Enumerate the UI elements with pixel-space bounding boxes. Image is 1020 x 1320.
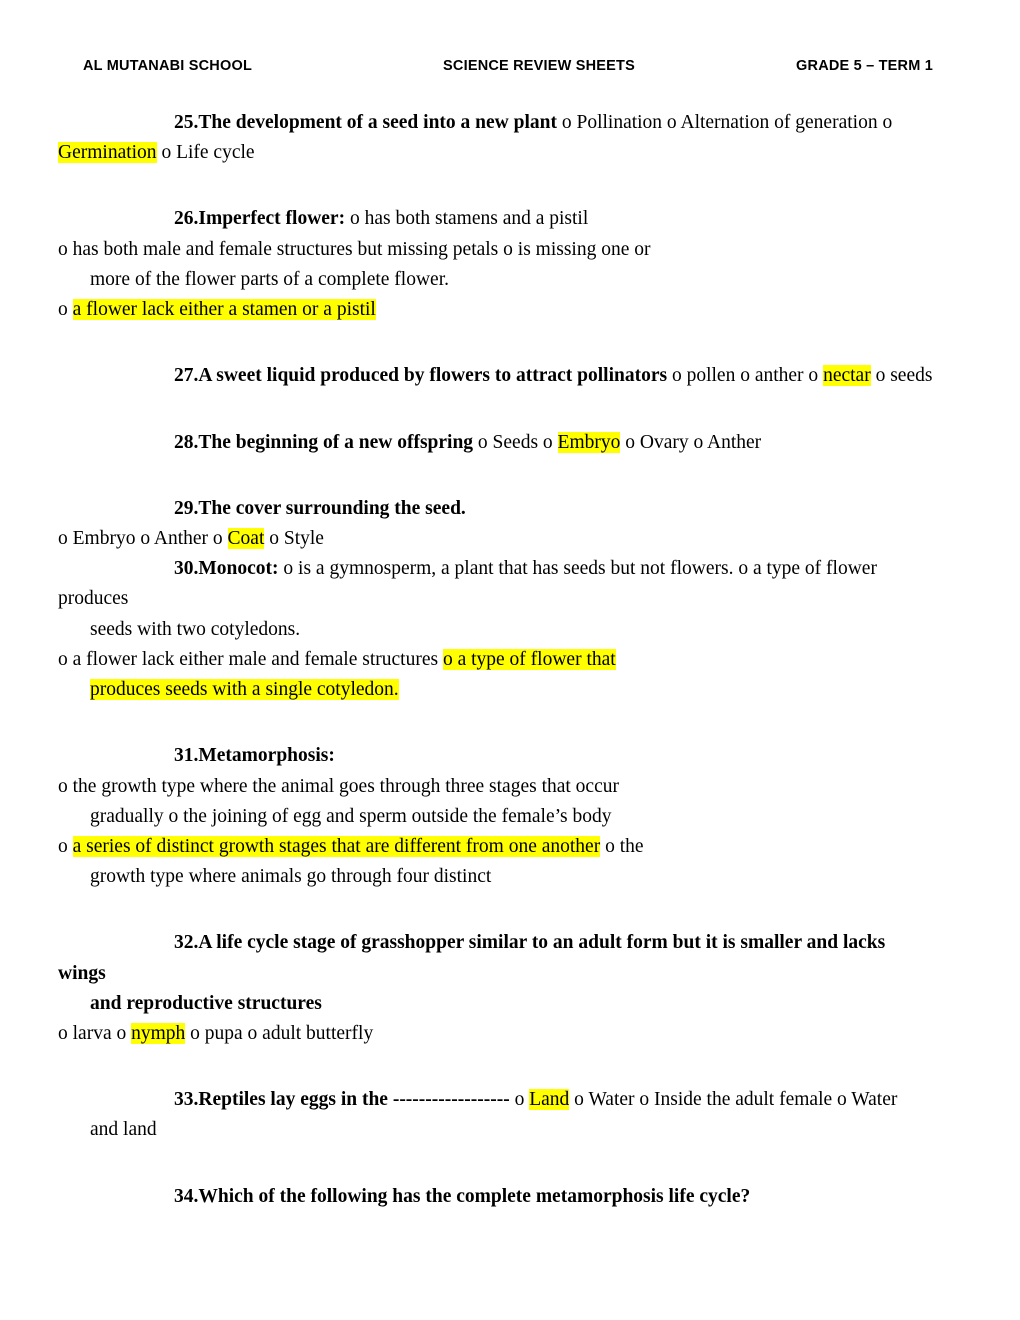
question-28-answer: Embryo: [557, 431, 621, 453]
header-document-title: SCIENCE REVIEW SHEETS: [443, 58, 635, 74]
question-26-number: 26.: [174, 208, 199, 230]
question-32-answer: nymph: [131, 1023, 186, 1045]
question-33-options-before: o: [509, 1089, 530, 1111]
question-29-line-1: [58, 494, 935, 524]
question-32-line-3: [58, 1019, 935, 1049]
question-27-options-before: o pollen o anther o: [667, 365, 824, 387]
question-26-option-marker: o: [58, 299, 73, 321]
question-30-answer-part2: produces seeds with a single cotyledon.: [90, 679, 399, 701]
question-30-number: 30.: [174, 558, 199, 580]
question-25-line-1: [58, 108, 935, 138]
question-30-line-4: [58, 675, 935, 705]
question-28: [58, 428, 935, 458]
question-25-options-line1: o Pollination o Alternation of generation o: [561, 112, 893, 133]
question-33-number: 33.: [174, 1089, 199, 1111]
question-25-answer: Germination: [58, 142, 157, 164]
question-31-line-2: o the growth type where the animal goes through three stages that occur: [58, 775, 619, 797]
question-34: [58, 1182, 935, 1212]
question-26-line-3: more of the flower parts of a complete flower.: [90, 268, 449, 290]
question-29: [58, 494, 935, 554]
spacer: [58, 892, 935, 928]
question-32-options-before: o larva o: [58, 1023, 132, 1045]
question-25-options-line2: o Life cycle: [156, 142, 255, 164]
question-31-line-4: [58, 832, 935, 862]
question-28-stem: The beginning of a new offspring: [198, 431, 474, 453]
question-28-line-1: [58, 428, 935, 458]
question-29-options-after: o Style: [264, 527, 324, 549]
question-34-number: 34.: [174, 1185, 199, 1207]
question-25: [58, 108, 935, 168]
question-32-line-2: [58, 989, 935, 1019]
question-26-line-1: [58, 204, 935, 234]
question-33-stem: Reptiles lay eggs in the ------------------: [198, 1089, 510, 1111]
question-30-line-2: seeds with two cotyledons.: [90, 618, 301, 640]
question-32-number: 32.: [174, 932, 199, 954]
question-29-answer: Coat: [227, 527, 265, 549]
question-31: [58, 741, 935, 892]
question-27-number: 27.: [174, 365, 199, 387]
question-26-options-line1: o has both stamens and a pistil: [349, 208, 589, 230]
spacer: [58, 325, 935, 361]
question-31-answer: a series of distinct growth stages that are different from one another: [72, 835, 601, 857]
spacer: [58, 1049, 935, 1085]
question-26-line-2: o has both male and female structures but missing petals o is missing one or: [58, 238, 651, 260]
question-26-answer: a flower lack either a stamen or a pistil: [72, 299, 376, 321]
question-30-answer-part1: o a type of flower that: [442, 648, 616, 670]
question-32-line-1: [58, 928, 935, 988]
question-34-stem: Which of the following has the complete metamorphosis life cycle?: [198, 1185, 751, 1207]
header-grade-term: GRADE 5 – TERM 1: [796, 58, 933, 74]
question-32-stem-line2: and reproductive structures: [90, 992, 322, 1014]
page-header: [58, 58, 935, 74]
header-school-name: AL MUTANABI SCHOOL: [83, 58, 252, 74]
question-31-line-5: growth type where animals go through four distinct: [90, 866, 492, 888]
question-32-stem-line1: A life cycle stage of grasshopper similar to an adult form but it is smaller and lacks wings: [58, 932, 886, 984]
question-30-line-1: [58, 554, 935, 614]
question-29-stem: The cover surrounding the seed.: [198, 497, 466, 519]
question-33-line-1: [58, 1085, 935, 1115]
spacer: [58, 705, 935, 741]
question-25-line-2: [58, 138, 935, 168]
question-33: [58, 1085, 935, 1145]
question-26-stem: Imperfect flower:: [198, 208, 346, 230]
question-27-options-after: o seeds: [870, 365, 933, 387]
question-28-number: 28.: [174, 431, 199, 453]
question-31-number: 31.: [174, 745, 199, 767]
question-31-option-marker: o: [58, 835, 73, 857]
question-29-number: 29.: [174, 497, 199, 519]
question-29-options-before: o Embryo o Anther o: [58, 527, 228, 549]
question-27: [58, 361, 935, 391]
question-27-stem: A sweet liquid produced by flowers to attract pollinators: [198, 365, 668, 387]
question-33-line-2: and land: [90, 1119, 157, 1141]
question-30-options-line3: o a flower lack either male and female structures: [58, 648, 443, 670]
question-30: [58, 554, 935, 705]
question-33-options-after: o Water o Inside the adult female o Water: [569, 1089, 898, 1111]
question-26: [58, 204, 935, 325]
question-28-options-after: o Ovary o Anther: [620, 431, 762, 453]
spacer: [58, 458, 935, 494]
question-27-line-1: [58, 361, 935, 391]
question-31-options-after: o the: [600, 835, 644, 857]
question-31-stem: Metamorphosis:: [198, 745, 335, 767]
question-30-options-line1: o is a gymnosperm, a plant that has seeds but not flowers. o a type of flower produces: [58, 558, 877, 610]
question-26-line-4: [58, 295, 935, 325]
question-29-line-2: [58, 524, 935, 554]
question-32-options-after: o pupa o adult butterfly: [185, 1023, 374, 1045]
spacer: [58, 168, 935, 204]
question-27-answer: nectar: [823, 365, 871, 387]
question-32: [58, 928, 935, 1049]
question-31-line-3: gradually o the joining of egg and sperm outside the female’s body: [90, 805, 612, 827]
question-31-line-1: [58, 741, 935, 771]
spacer: [58, 1146, 935, 1182]
question-28-options-before: o Seeds o: [473, 431, 558, 453]
question-33-answer: Land: [529, 1089, 570, 1111]
question-30-stem: Monocot:: [198, 558, 279, 580]
question-30-line-3: [58, 645, 935, 675]
question-25-stem: The development of a seed into a new plant: [198, 112, 557, 133]
question-25-number: 25.: [174, 112, 199, 133]
question-34-line-1: [58, 1182, 935, 1212]
spacer: [58, 392, 935, 428]
